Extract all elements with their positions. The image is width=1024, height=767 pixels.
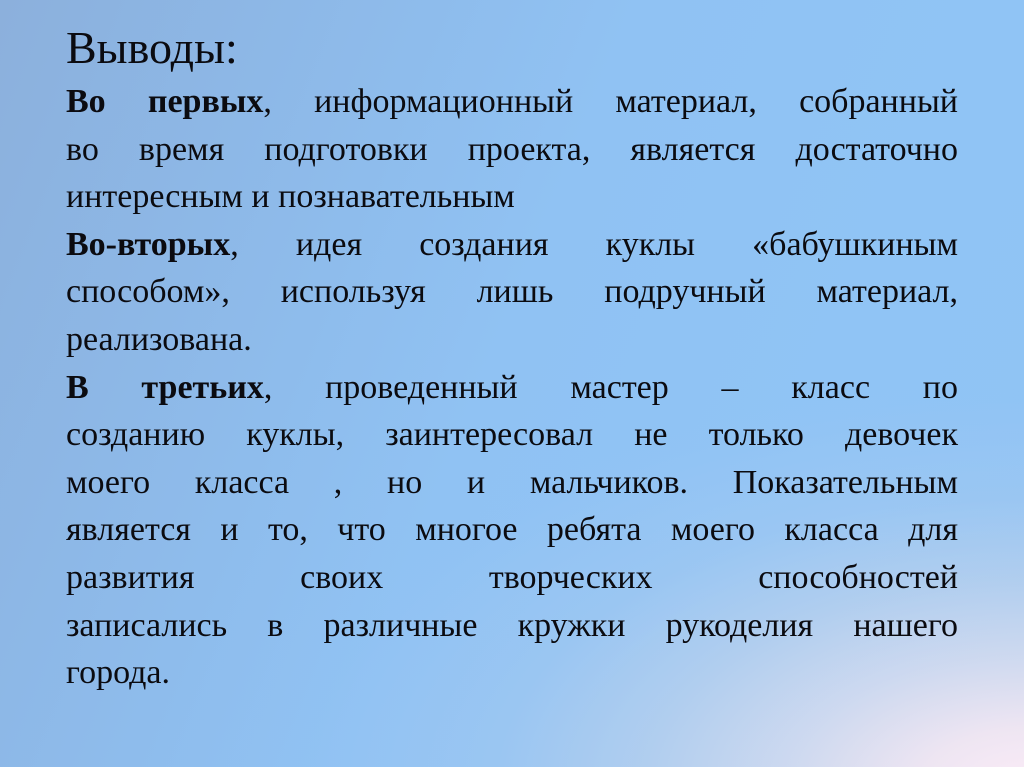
- text-line: [66, 316, 958, 364]
- text-segment: способом», используя лишь подручный материал,: [66, 273, 958, 311]
- text-segment: , идея создания куклы «бабушкиным: [230, 225, 958, 263]
- slide-text-block: [66, 18, 958, 697]
- paragraph-1: [66, 78, 958, 221]
- text-segment: , проведенный мастер – класс по: [263, 368, 958, 406]
- text-line: [66, 602, 958, 650]
- paragraph-3: [66, 364, 958, 697]
- text-segment: созданию куклы, заинтересовал не только девочек: [66, 416, 958, 454]
- paragraph-2: [66, 221, 958, 364]
- text-segment: интересным и познавательным: [66, 178, 515, 216]
- text-segment: реализована.: [66, 320, 252, 358]
- lead-phrase: Во первых: [66, 83, 264, 120]
- slide-body: [66, 78, 958, 697]
- text-line: [66, 459, 958, 507]
- text-line: [66, 221, 958, 269]
- text-segment: является и то, что многое ребята моего класса для: [66, 511, 958, 549]
- text-segment: развития своих творческих способностей: [66, 558, 958, 596]
- text-segment: моего класса , но и мальчиков. Показательным: [66, 463, 958, 501]
- lead-phrase: Во-вторых: [66, 225, 231, 263]
- text-line: [66, 506, 958, 554]
- lead-phrase: В третьих: [66, 368, 264, 406]
- text-segment: города.: [66, 654, 171, 692]
- text-line: [66, 126, 958, 174]
- text-line: [66, 364, 958, 412]
- text-line: [66, 411, 958, 459]
- text-segment: , информационный материал, собранный: [263, 83, 958, 120]
- slide-title: Выводы:: [66, 22, 238, 73]
- text-line: [66, 649, 958, 697]
- text-line: [66, 173, 958, 221]
- text-line: [66, 554, 958, 602]
- text-line: [66, 268, 958, 316]
- text-segment: записались в различные кружки рукоделия нашего: [66, 606, 958, 644]
- text-segment: во время подготовки проекта, является достаточно: [66, 130, 958, 168]
- text-line: [66, 78, 958, 126]
